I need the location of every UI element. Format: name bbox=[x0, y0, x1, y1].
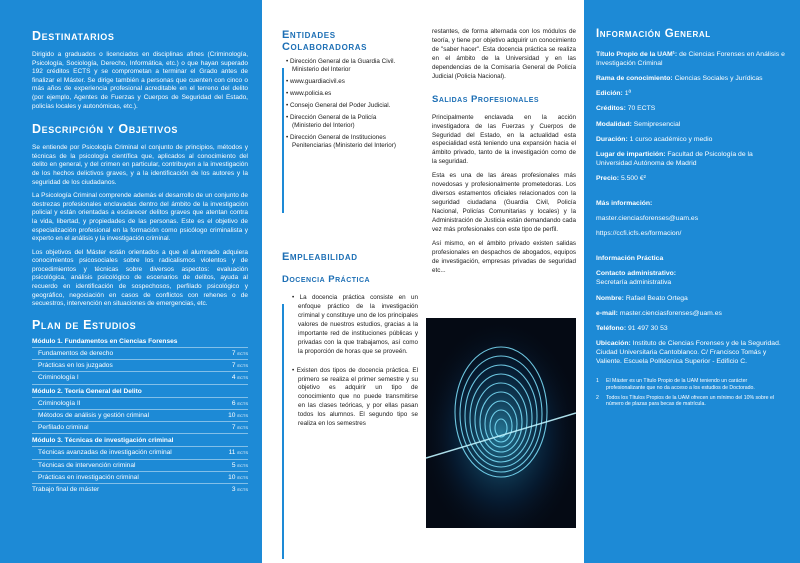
subject-credits: 7 bbox=[231, 362, 236, 370]
descripcion-p3: Los objetivos del Máster están orientados a que el alumnado adquiera conocimientos psicosociales sobre los radicalismos violentos y de procedimientos y técnicas sobre diversos aspectos: evaluación psicológica, análisis psicológico de escenarios de delitos, ayuda al recuerdo en identificación de sospechosos, perfilado psicológico y geográfico, negociación en casos de conflictos con rehenes o de secuestros, intervención en situaciones de emergencias, etc. bbox=[32, 248, 248, 308]
descripcion-p2: La Psicología Criminal comprende además el desarrollo de un conjunto de destrezas profesionales enclavadas dentro del ámbito de la investigación policial y están orientadas a esclarecer delitos graves que atentan contra la vida, libertad, y propiedades de las personas. Este es el objetivo de especialización profesional en la formación como psicólogo criminalista y experto en el análisis y la investigación criminal. bbox=[32, 192, 248, 243]
subject-credits: 7 bbox=[231, 424, 236, 432]
duracion-row bbox=[596, 135, 786, 144]
precio-value: 5.500 €² bbox=[620, 174, 646, 182]
subject-row bbox=[32, 410, 248, 422]
nombre-label: Nombre: bbox=[596, 294, 624, 302]
ects-unit: ECTS bbox=[237, 474, 248, 480]
subject-credits: 10 bbox=[228, 473, 236, 481]
duracion-label: Duración: bbox=[596, 135, 628, 143]
lugar-value: Facultad de Psicología de la Universidad Autónoma de Madrid bbox=[596, 150, 753, 167]
entidades-title-line2: Colaboradoras bbox=[282, 40, 368, 53]
creditos-row bbox=[596, 104, 786, 113]
footnote-1-number: 1 bbox=[596, 378, 599, 385]
contacto-label: Contacto administrativo: bbox=[596, 270, 677, 278]
subject-row bbox=[32, 360, 248, 372]
final-project-credits: 3 bbox=[231, 486, 236, 494]
list-item: • www.policia.es bbox=[286, 90, 406, 98]
contacto-row bbox=[596, 269, 786, 287]
entidades-list bbox=[286, 58, 406, 154]
modalidad-label: Modalidad: bbox=[596, 120, 632, 128]
destinatarios-section bbox=[32, 30, 248, 111]
plan-title: Plan de Estudios bbox=[32, 317, 137, 332]
right-panel bbox=[584, 0, 800, 563]
email-value[interactable]: master.cienciasforenses@uam.es bbox=[619, 309, 722, 317]
empleabilidad-header bbox=[282, 252, 422, 291]
ubicacion-value: Instituto de Ciencias Forenses y de la Seguridad. Ciudad Universitaria Cantoblanco. C/ Francisco Tomás y Valiente. Escuela Politécnica Superior - Edificio C. bbox=[596, 339, 781, 366]
subject-row bbox=[32, 372, 248, 384]
descripcion-section bbox=[32, 123, 248, 309]
fingerprint-graphic bbox=[426, 318, 576, 528]
footnote-2-number: 2 bbox=[596, 394, 599, 401]
subject-name: Perfilado criminal bbox=[38, 424, 89, 432]
edicion-label: Edición: bbox=[596, 90, 623, 98]
salidas-p3: Así mismo, en el ámbito privado existen salidas profesionales en despachos de abogados, equipos de investigación, empresas privadas de seguridad etc... bbox=[432, 239, 576, 274]
middle-panel bbox=[274, 0, 584, 563]
ubicacion-row bbox=[596, 339, 786, 366]
footnote-2-text: Todos los Títulos Propios de la UAM ofrecen un mínimo del 10% sobre el número de plazas para becas de matrícula. bbox=[606, 394, 775, 408]
subject-row bbox=[32, 398, 248, 410]
docencia-continuation: restantes, de forma alternada con los módulos de teoría, y tiene por objetivo adquirir un conocimiento de "saber hacer". Esta docencia práctica se realiza en el ámbito de la Universidad y en las dependencias de la Comisaría General de Policía Judicial (Policía Nacional). bbox=[432, 28, 576, 80]
ects-unit: ECTS bbox=[237, 412, 248, 418]
fingerprint-image bbox=[426, 318, 576, 528]
rama-value: Ciencias Sociales y Jurídicas bbox=[674, 75, 763, 83]
module-name: Módulo 1. Fundamentos en Ciencias Forenses bbox=[32, 335, 248, 348]
info-practica-title: Información Práctica bbox=[596, 255, 664, 263]
salidas-title: Salidas Profesionales bbox=[432, 93, 540, 105]
subject-credits: 6 bbox=[231, 399, 236, 407]
footnote-1-text: El Máster es un Título Propio de la UAM teniendo un carácter profesionalizante que no da acceso a los estudios de Doctorado. bbox=[606, 378, 755, 391]
subject-name: Prácticas en investigación criminal bbox=[38, 473, 139, 481]
nombre-value: Rafael Beato Ortega bbox=[625, 294, 688, 302]
docencia-divider bbox=[282, 304, 284, 559]
list-item: • Dirección General de Instituciones Penitenciarias (Ministerio del Interior) bbox=[286, 134, 406, 150]
list-item: • Dirección General de la Guardia Civil. Ministerio del Interior bbox=[286, 58, 406, 74]
subject-credits: 11 bbox=[228, 449, 236, 457]
subject-name: Criminología II bbox=[38, 399, 81, 407]
module-name: Módulo 3. Técnicas de investigación criminal bbox=[32, 434, 248, 447]
subject-row bbox=[32, 460, 248, 472]
entidades-divider bbox=[282, 68, 284, 213]
ects-unit: ECTS bbox=[237, 425, 248, 431]
mas-info-url[interactable]: https://ccfi.icfs.es/formacion/ bbox=[596, 230, 682, 238]
edicion-row bbox=[596, 89, 786, 98]
ects-unit: ECTS bbox=[237, 462, 248, 468]
titulo-value: de Ciencias Forenses en Análisis e Investigación Criminal bbox=[596, 51, 785, 68]
list-item: • Dirección General de la Policía (Ministerio del Interior) bbox=[286, 114, 406, 130]
subject-name: Técnicas avanzadas de investigación criminal bbox=[38, 449, 172, 457]
telefono-value: 91 497 30 53 bbox=[627, 324, 668, 332]
creditos-label: Créditos: bbox=[596, 105, 626, 113]
empleabilidad-title: Empleabilidad bbox=[282, 251, 358, 263]
edicion-value: 1ª bbox=[624, 90, 631, 98]
salidas-column bbox=[432, 28, 576, 281]
final-project-row bbox=[32, 484, 248, 495]
ects-unit: ECTS bbox=[237, 450, 248, 456]
subject-name: Fundamentos de derecho bbox=[38, 349, 114, 357]
entidades-section bbox=[282, 30, 422, 53]
destinatarios-text: Dirigido a graduados o licenciados en disciplinas afines (Criminología, Psicología, Sociología, Derecho, Informática, etc.) o que hayan superado 192 créditos ECTS y se comprometan a terminar el Grado antes de finalizar el Máster. Se dirige también a personas que cuenten con cinco o más años de experiencia profesional acreditable en el terreno del delito (por ejemplo, Agentes de Fuerzas y Cuerpos de Seguridad del Estado, policías locales y autonómicas, etc.). bbox=[32, 51, 248, 110]
ects-unit: ECTS bbox=[237, 400, 248, 406]
mas-info-email[interactable]: master.cienciasforenses@uam.es bbox=[596, 215, 699, 223]
info-practica-label bbox=[596, 254, 786, 263]
descripcion-p1: Se entiende por Psicología Criminal el conjunto de principios, métodos y técnicas de la psicología científica que, aplicados al conocimiento del delito en general, y del crimen en particular, contribuyen a la investigación de los hechos delictivos graves, y a la identificación de los autores y la seguridad de los ciudadanos. bbox=[32, 144, 248, 186]
modalidad-value: Semipresencial bbox=[633, 120, 681, 128]
titulo-label: Título Propio de la UAM¹: bbox=[596, 51, 678, 59]
docencia-p1: • La docencia práctica consiste en un enfoque práctico de la investigación criminal y constituye uno de los principales valores de nuestros estudios, gracias a la importante red de instituciones públicas y privadas con la que trabajamos, así como la proporción de horas que se proveén. bbox=[290, 294, 418, 357]
subject-credits: 4 bbox=[231, 374, 236, 382]
creditos-value: 70 ECTS bbox=[627, 105, 656, 113]
ects-unit: ECTS bbox=[237, 487, 248, 493]
list-item: • www.guardiacivil.es bbox=[286, 78, 406, 86]
ects-unit: ECTS bbox=[237, 375, 248, 381]
telefono-label: Teléfono: bbox=[596, 324, 627, 332]
footnote-1 bbox=[596, 378, 786, 392]
ects-unit: ECTS bbox=[237, 363, 248, 369]
subject-credits: 5 bbox=[231, 461, 236, 469]
gutter bbox=[262, 0, 274, 563]
contacto-value: Secretaría administrativa bbox=[596, 279, 672, 287]
titulo-row bbox=[596, 50, 786, 68]
subject-row bbox=[32, 348, 248, 360]
precio-row bbox=[596, 174, 786, 183]
module-name: Módulo 2. Teoría General del Delito bbox=[32, 385, 248, 398]
telefono-row bbox=[596, 324, 786, 333]
rama-row bbox=[596, 74, 786, 83]
plan-section bbox=[32, 319, 248, 496]
docencia-p2: • Existen dos tipos de docencia práctica. El primero se realiza el primer semestre y su objetivo es adquirir un tipo de conocimiento que no puede transmitirse en las clases teóricas, y por ellas pasan todos los alumnos. El segundo tipo se realiza en los semestres bbox=[290, 367, 418, 430]
info-title: Información General bbox=[596, 28, 711, 40]
docencia-title: Docencia Práctica bbox=[282, 273, 371, 285]
nombre-row bbox=[596, 294, 786, 303]
entidades-title bbox=[282, 30, 422, 53]
salidas-p1: Principalmente enclavada en la acción investigadora de las Fuerzas y Cuerpos de Seguridad del Estado, en la actualidad esta especialidad está teniendo una expansión hacia el ámbito privado, tanto de la investigación como de la seguridad. bbox=[432, 113, 576, 166]
lugar-label: Lugar de impartición: bbox=[596, 150, 666, 158]
duracion-value: 1 curso académico y medio bbox=[629, 135, 713, 143]
descripcion-title: Descripción y Objetivos bbox=[32, 122, 179, 137]
subject-name: Criminología I bbox=[38, 374, 79, 382]
final-project-name: Trabajo final de máster bbox=[32, 486, 100, 494]
footnote-2 bbox=[596, 395, 786, 409]
docencia-text bbox=[290, 294, 418, 439]
subject-row bbox=[32, 447, 248, 459]
ubicacion-label: Ubicación: bbox=[596, 339, 631, 347]
subject-name: Prácticas en los juzgados bbox=[38, 362, 113, 370]
left-panel bbox=[0, 0, 262, 563]
docencia-section bbox=[282, 294, 422, 563]
salidas-p2: Esta es una de las áreas profesionales más novedosas y profesionalmente prometedoras. Los diversos estamentos oficiales relacionados con la seguridad ciudadana (Guardia Civil, Policía Nacional, Policías Comunitarias y locales) y la Administración de Justicia están demandando cada vez más profesionales con este tipo de perfil. bbox=[432, 172, 576, 233]
email-label: e-mail: bbox=[596, 309, 618, 317]
email-row bbox=[596, 309, 786, 318]
subject-name: Métodos de análisis y gestión criminal bbox=[38, 411, 150, 419]
subject-row bbox=[32, 422, 248, 434]
subject-credits: 10 bbox=[228, 411, 236, 419]
subject-name: Técnicas de intervención criminal bbox=[38, 461, 136, 469]
modalidad-row bbox=[596, 120, 786, 129]
mas-info-row bbox=[596, 199, 786, 208]
ects-unit: ECTS bbox=[237, 350, 248, 356]
entidades-title-line1: Entidades bbox=[282, 29, 336, 41]
lugar-row bbox=[596, 150, 786, 168]
rama-label: Rama de conocimiento: bbox=[596, 75, 673, 83]
mas-info-label: Más información: bbox=[596, 200, 653, 207]
subject-credits: 7 bbox=[231, 349, 236, 357]
list-item: • Consejo General del Poder Judicial. bbox=[286, 102, 406, 110]
subject-row bbox=[32, 472, 248, 484]
precio-label: Precio: bbox=[596, 174, 620, 182]
destinatarios-title: Destinatarios bbox=[32, 29, 115, 43]
